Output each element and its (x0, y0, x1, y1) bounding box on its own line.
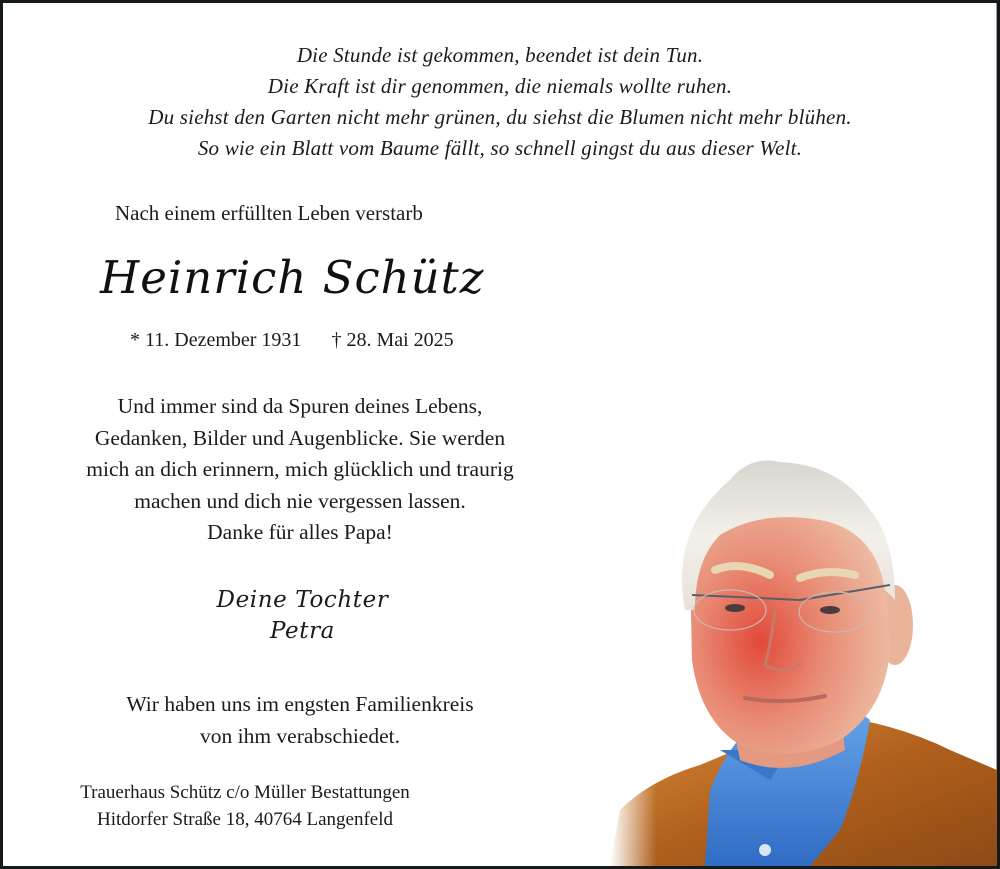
signature-line: Deine Tochter (216, 587, 389, 613)
death-date: † 28. Mai 2025 (331, 329, 454, 351)
farewell-line: Wir haben uns im engsten Familienkreis (126, 692, 474, 716)
verse-line: Gedanken, Bilder und Augenblicke. Sie werden (94, 425, 506, 450)
poem-line: Du siehst den Garten nicht mehr grünen, du siehst die Blumen nicht mehr blühen. (148, 105, 852, 129)
verse-line: machen und dich nie vergessen lassen. (134, 488, 466, 513)
signature-line: Petra (269, 618, 335, 644)
deceased-name: Heinrich Schütz (100, 251, 485, 304)
poem-line: So wie ein Blatt vom Baume fällt, so schnell gingst du aus dieser Welt. (197, 136, 803, 160)
poem (0, 40, 1000, 164)
verse-line: Danke für alles Papa! (207, 520, 393, 544)
poem-line: Die Kraft ist dir genommen, die niemals wollte ruhen. (267, 74, 733, 98)
farewell-line: von ihm verabschiedet. (199, 723, 400, 748)
address-line: Hitdorfer Straße 18, 40764 Langenfeld (97, 809, 393, 830)
intro-text: Nach einem erfüllten Leben verstarb (115, 201, 423, 225)
verse-line: Und immer sind da Spuren deines Lebens, (117, 394, 483, 418)
address-line: Trauerhaus Schütz c/o Müller Bestattungen (80, 782, 410, 803)
farewell-note (30, 689, 570, 752)
birth-date: * 11. Dezember 1931 (130, 329, 302, 351)
mourning-address (40, 779, 450, 833)
signature (30, 585, 575, 647)
poem-line: Die Stunde ist gekommen, beendet ist dein Tun. (296, 43, 704, 67)
life-dates (130, 329, 454, 352)
memorial-verse (30, 391, 570, 549)
portrait-photo (610, 450, 997, 866)
verse-line: mich an dich erinnern, mich glücklich und traurig (86, 457, 514, 481)
